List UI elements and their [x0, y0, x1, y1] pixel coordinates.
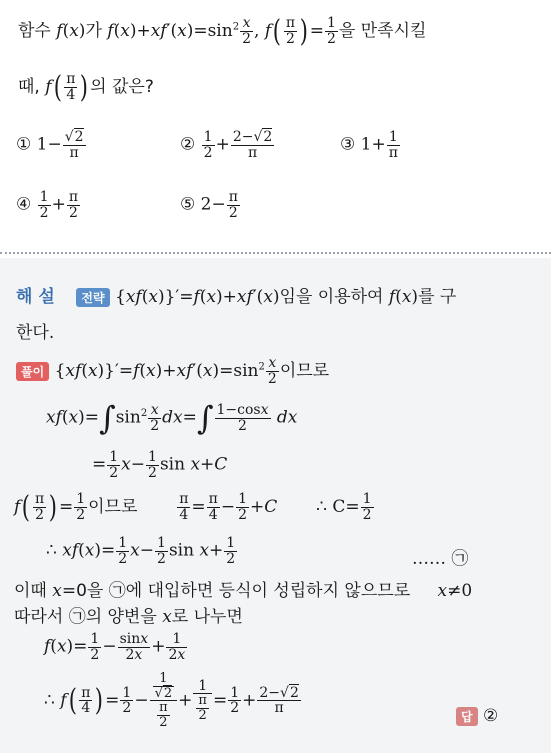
problem-section: [0, 0, 551, 252]
solve-c-line: f( $\frac{\pi}{2}$ ) = $\frac{1}{2}$ 이므로 $\frac{\pi}{4}$ = $\frac{\pi}{4}$ − $\frac{1}{2}$ +C ∴ C= $\frac{1}{2}$: [14, 489, 372, 525]
solve-integral-line: $xf(x)=\int\sin^2$ $\frac{x}{2}$ dx=∫ $\frac{1-\cos x}{2}$ dx: [46, 399, 298, 437]
problem-tail-1: 을 만족시킬: [338, 21, 427, 41]
solution-heading: 해 설: [16, 287, 55, 307]
problem-line-2: 때, f( $\frac{\pi}{4}$ ) 의 값은?: [18, 69, 154, 105]
solve-ttaraseo-line: 따라서 ㉠의 양변을 x로 나누면: [14, 607, 243, 627]
answer: [456, 706, 498, 726]
answer-value: ②: [483, 706, 499, 726]
strategy-line-2: 한다.: [16, 323, 55, 343]
choice-5-number: ⑤: [180, 194, 196, 215]
solve-tag: 풀이: [16, 362, 49, 381]
solve-result-line: = $\frac{1}{2}$ x− $\frac{1}{2}$ sin x+C: [92, 449, 228, 481]
choice-4[interactable]: ④ $\frac{1}{2}$ + $\frac{\pi}{2}$: [16, 189, 79, 221]
problem-tail-2: 의 값은?: [90, 77, 154, 97]
solve-xfx-line: ∴ xf(x)= $\frac{1}{2}$ x− $\frac{1}{2}$ sin x+ $\frac{1}{2}$: [46, 535, 236, 567]
strategy-tag: 전략: [76, 288, 109, 307]
choice-3[interactable]: ③ 1+ $\frac{1}{\pi}$: [340, 129, 398, 161]
choice-1-number: ①: [16, 134, 32, 155]
solve-fx-line: f(x)= $\frac{1}{2}$ − $\frac{\sin x}{2x}$ + $\frac{1}{2x}$: [44, 631, 186, 663]
problem-ga: 가: [85, 21, 102, 41]
problem-lead: 함수: [18, 21, 51, 41]
choice-2[interactable]: ② $\frac{1}{2}$ + $\frac{2-√2}{\pi}$: [180, 129, 273, 161]
frac-pi-over-4: $\frac{\pi}{4}$: [66, 71, 76, 103]
answer-tag: 답: [456, 707, 478, 726]
choice-1[interactable]: ① 1− $\frac{√2}{\pi}$: [16, 129, 84, 161]
circle-marker-icon: ㉠: [451, 549, 469, 569]
problem-lead-2: 때,: [18, 77, 40, 97]
solution-heading-line: 해 설 전략 {xf(x)}′=f(x)+xf′(x)임을 이용하여 f(x)를 구: [16, 287, 457, 307]
frac-x-over-2: $\frac{x}{2}$: [242, 15, 251, 47]
solve-line-1: 풀이 $\{xf(x)\}'=f(x)+xf'(x)=\sin^2$ $\frac{x}{2}$ 이므로: [16, 356, 329, 387]
solve-idae-line: 이때 x=0을 ㉠에 대입하면 등식이 성립하지 않으므로 x≠0: [14, 581, 473, 601]
problem-line-1: 함수 f(x)가 $f(x)+xf'(x)=\sin^2$ $\frac{x}{2}$ , f( $\frac{\pi}{2}$ ) = $\frac{1}{2}$ 을 만족시킬: [18, 13, 427, 49]
choice-4-number: ④: [16, 194, 32, 215]
equation-marker: …… ㉠: [412, 549, 469, 569]
problem-sin: sin: [207, 21, 233, 41]
frac-1-over-2: $\frac{1}{2}$: [327, 15, 336, 47]
choice-2-number: ②: [180, 134, 196, 155]
choice-3-number: ③: [340, 134, 356, 155]
choice-5[interactable]: ⑤ 2− $\frac{\pi}{2}$: [180, 189, 238, 221]
frac-pi-over-2: $\frac{\pi}{2}$: [285, 15, 296, 47]
solve-final-line: ∴ f( $\frac{\pi}{4}$ ) = $\frac{1}{2}$ − $\frac{\frac{1}{√2}}{\frac{\pi}{2}}$ + $\frac{1}{\frac{\pi}{2}}$ = $\frac{1}{2}$ + $\frac{2-√2}{\pi}$: [44, 671, 299, 730]
